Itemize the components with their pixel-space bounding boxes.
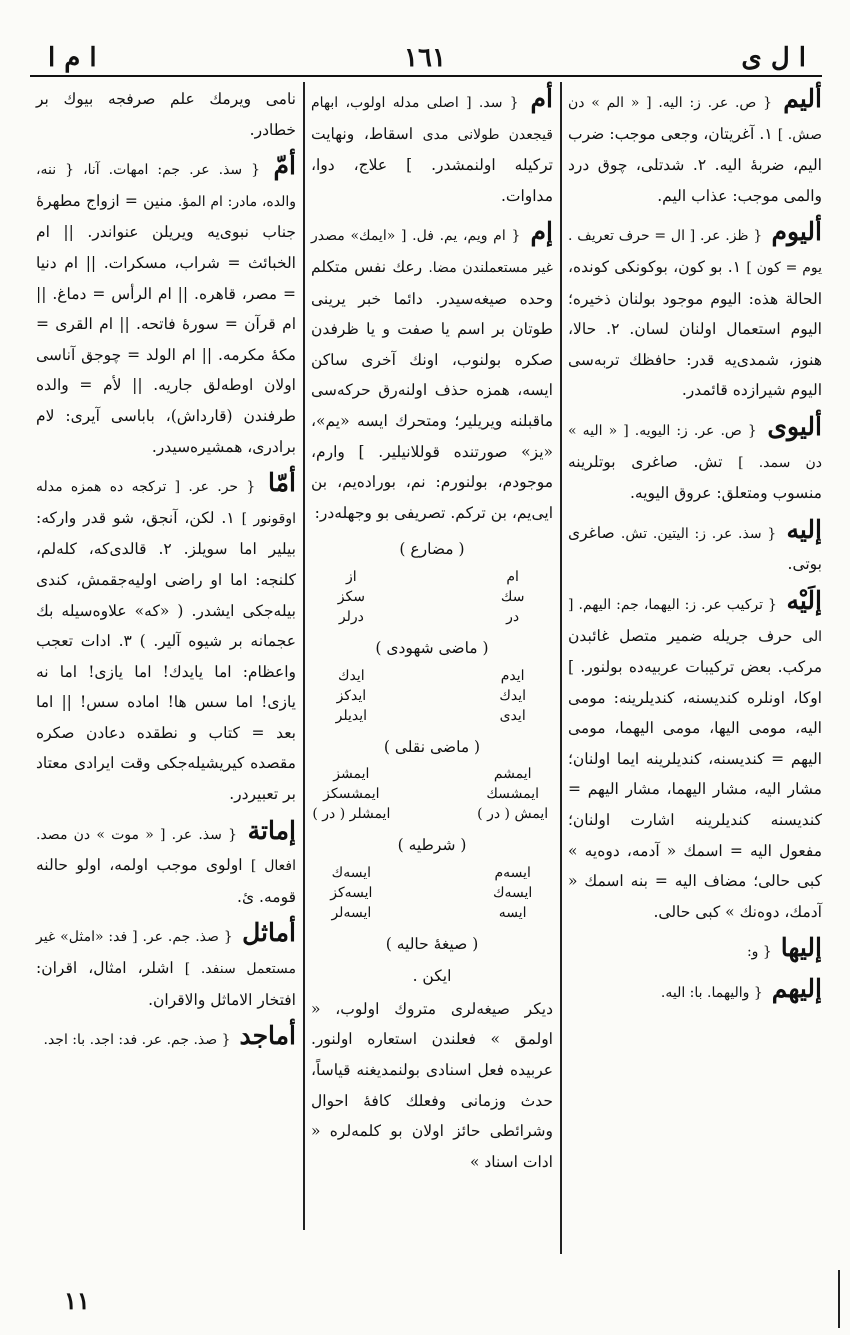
dictionary-entry — [568, 412, 822, 509]
column-divider-right — [560, 82, 562, 1254]
conj-cell: ام — [506, 568, 519, 585]
grammar-note: { سذ. عر. جم: امهات. آنا، { ننه، والده، مادر: ام المؤ. — [36, 162, 296, 210]
headword: أليوم — [771, 217, 822, 247]
table-row — [311, 764, 553, 784]
conj-cell: ایسەم — [494, 864, 531, 881]
dictionary-entry — [568, 586, 822, 928]
headword: أمّ — [273, 151, 296, 181]
column-right — [568, 84, 822, 1015]
definition: تش. صاغری بوتلرینه منسوب ومتعلق: عروق الیویه. — [568, 452, 822, 503]
dictionary-entry — [36, 816, 296, 913]
left-guide-word: ا م ا — [48, 43, 97, 73]
headword: أليوى — [767, 411, 822, 441]
table-row — [311, 903, 553, 923]
grammar-note: { حر. عر. [ ترکجه ده همزه مدله اوقونور ] — [36, 479, 296, 527]
conjugation-title: ( ماضی نقلی ) — [383, 737, 481, 756]
table-row — [311, 804, 553, 824]
grammar-note: { سذ. عر. [ « موت » دن مصد. افعال ] — [36, 826, 296, 875]
table-row — [311, 587, 553, 607]
headword: أماثل — [242, 918, 296, 948]
conj-cell: ایمشلر ( در ) — [312, 806, 391, 823]
grammar-note: { سد. [ اصلی مدله اولوب، ابهام قیجعدن طولانی مدی — [311, 95, 553, 143]
conj-cell: ایدك — [499, 687, 527, 704]
conjugation-title: ( مضارع ) — [399, 540, 465, 559]
grammar-note: { صذ. جم. عر. [ فد: «امثل» غیر مستعمل سنفد. ] — [36, 929, 296, 978]
conj-cell: ایمشم — [493, 766, 532, 783]
headword: إليهم — [771, 974, 822, 1004]
conj-cell: ایمشسك — [486, 786, 539, 803]
grammar-note: { صذ. جم. عر. فد: اجد. با: اجد. — [43, 1032, 231, 1049]
dictionary-entry — [568, 974, 822, 1009]
column-left — [36, 84, 296, 1062]
definition: دیکر صیغه‌لری متروك اولوب، « اولمق » فعلندن استعاره اولنور. عربیده فعل اسنادی بولنمدیغنه قیاساً، حدث وزمانی وفعلك کافهٔ احوال وشرائطی حائز اولان بو کلمه‌لره « ادات اسناد » — [311, 999, 553, 1171]
conj-cell: ایدکز — [336, 687, 367, 704]
dictionary-entry — [568, 515, 822, 580]
grammar-note: { سذ. عر. ز: الیتین. تش. — [620, 525, 777, 542]
conj-cell: ایمش ( در ) — [477, 806, 549, 823]
signature-mark: ١١ — [64, 1286, 90, 1315]
conjugation-table — [311, 567, 553, 627]
definition: حرف جریله ضمیر متصل غائبدن مرکب. بعض ترکیبات عربیه‌ده بولنور. ] اوکا، اونلره کندیسنه، کندیلرینه: مومی الیه، مومی الیها، مومی الیهما، مومی الیهم = کندیسنه، کندیلرینه ایما اولنان؛ مشار الیه، مشار الیهما، مشار الیهم = کندیسنه کندیلرینه اشارت اولنان؛ مفعول الیه = اسمك « آدمه، دوه‌یه » کبی حالی؛ مضاف الیه = بنه اسمك « آدمك، دوه‌نك » کبی حالی. — [568, 626, 822, 921]
dictionary-entry — [568, 217, 822, 406]
conjugation-title: ( ماضی شهودی ) — [375, 638, 489, 657]
definition: اسقاط، ونهایت ترکیله اولنمشدر. ] علاج، دوا، مداوات. — [311, 124, 553, 205]
dictionary-entry — [568, 933, 822, 968]
conj-cell: درلر — [338, 608, 364, 625]
grammar-note: { و: — [746, 944, 772, 961]
conj-cell: ایدم — [500, 667, 525, 684]
right-guide-word: ا ل ى — [741, 43, 806, 73]
table-row — [311, 784, 553, 804]
table-row — [311, 863, 553, 883]
conj-cell: ایسەکز — [330, 884, 373, 901]
headword: أماجد — [239, 1021, 296, 1051]
conj-cell: ایمشسکز — [323, 786, 380, 803]
definition: اولوی موجب اولمه، اولو حالنه قومه. ئ. — [36, 856, 296, 906]
definition: صاغری بوتی. — [568, 523, 822, 574]
page-number: ١٦١ — [404, 43, 446, 73]
header-rule — [30, 75, 822, 77]
dictionary-entry — [36, 918, 296, 1015]
conj-cell: ایسەلر — [331, 904, 372, 921]
definition: منین = ازواج مطهرهٔ جناب نبوی‌یه ویریلن عنواندر. || ام الخبائث = شراب، مسکرات. || ام دنیا = مصر، قاهره. || ام الرأس = دماغ. || ام قرآن = سورهٔ فاتحه. || ام القری = مکهٔ مکرمه. || ام الولد = چوجق آناسی اولان اوطه‌لق جاریه. || لأم = والده طرفندن (قارداش)، باباسی آیری: لام برادری، همشیره‌سیدر. — [36, 191, 296, 456]
headword: أليم — [783, 84, 822, 113]
dictionary-entry — [311, 84, 553, 211]
headword: إم — [530, 217, 553, 247]
column-divider-left — [303, 82, 305, 1230]
margin-line — [838, 1270, 840, 1328]
table-row — [311, 567, 553, 587]
column-middle — [311, 84, 553, 1177]
conj-cell: سکز — [337, 588, 365, 605]
grammar-note: { ص. عر. ز: الیه. [ « الم » دن صش. ] — [568, 95, 822, 143]
conjugation-table — [311, 764, 553, 824]
conj-cell: ایسەك — [331, 864, 371, 881]
conjugation-table — [311, 666, 553, 726]
dictionary-entry — [568, 84, 822, 211]
dictionary-entry — [36, 151, 296, 462]
dictionary-entry — [36, 468, 296, 810]
table-row — [311, 706, 553, 726]
conjugation-title: ( صیغهٔ حالیه ) — [385, 934, 479, 953]
definition: ١. بو کون، بوکونکی کونده، الحالة هذه: الیوم موجود بولنان ذخیره؛ الیوم استعمال اولنان لسان. ٢. حالا، هنوز، شمدی‌یه قدر: حافظك تربه‌سی الیوم شیرازده قائمدر. — [568, 257, 822, 400]
conjugation-table — [311, 863, 553, 923]
headword: إلَيْه — [786, 585, 822, 615]
page-header — [30, 40, 822, 76]
headword: أم — [530, 84, 553, 113]
grammar-note: { ترکیب عر. ز: الیهما، جم: الیهم. [ الی — [568, 596, 822, 645]
table-row — [311, 686, 553, 706]
continued-text: نامی ویرمك علم صرفجه بیوك بر خطادر. — [36, 90, 296, 139]
conj-cell: ایسه — [498, 904, 527, 921]
conj-cell: ایسەك — [493, 884, 533, 901]
definition: ١. آغریتان، وجعی موجب: ضرب الیم، ضربهٔ الیه. ٢. شدتلی، چوق درد والمی موجب: عذاب الیم. — [568, 124, 822, 205]
conj-cell: در — [506, 608, 520, 625]
conjugation-title: ( شرطیه ) — [397, 836, 467, 855]
dictionary-entry — [36, 1021, 296, 1056]
grammar-note: { والیهما. با: الیه. — [660, 985, 763, 1002]
conj-cell: از — [346, 568, 357, 585]
dictionary-entry — [311, 217, 553, 528]
definition: ١. لکن، آنجق، شو قدر وارکه: بیلیر اما سویلز. ٢. قالدی‌که، کلەلم، کلنجه: اما او راضی اولیه‌جقمش، کندی بیله‌جکی ایشدر. ( «که» علاوه‌سیله بك عجمانه بر شیوه آلیر. ) ٣. ادات تعجب واعظام: اما یایدك! اما یازی! اما نه یازی! اما سس ها! امادە سس! || اما بعد = کتاب و نطقده دعادن صکره مقصده کیریشیله‌جکی وقت ایرادی معتاد بر تعبیردر. — [36, 508, 296, 804]
headword: إليه — [786, 514, 822, 544]
conjugation-form: ایکن . — [412, 967, 452, 986]
headword: أمّا — [268, 468, 296, 498]
definition: رعك نفس متکلم وحده صیغه‌سیدر. دائما خبر یرینی طوتان بر اسم یا صفت و یا ظرفدن صکره بولنوب، اونك آخری ساکن ایسه، همزه حذف اولنه‌رق حرکه‌سی ماقبلنه ویریلیر؛ ومتحرك ایسه «یم»، «یز» صورتنده قوللانیلیر. ] وارم، موجودم، بولنورم: نم، بورادەیم، بن ایی‌یم، بن ترکم. تصریفی بو وجهله‌در: — [311, 257, 553, 522]
table-row — [311, 883, 553, 903]
table-row — [311, 666, 553, 686]
conj-cell: سك — [500, 588, 525, 605]
conj-cell: ایمشز — [333, 766, 370, 783]
definition: اشلر، امثال، اقران: افتخار الاماثل والاقران. — [36, 959, 296, 1009]
headword: إماتة — [247, 815, 296, 845]
grammar-note: { ظز. عر. [ ال = حرف تعریف . یوم = کون ] — [568, 228, 822, 276]
conj-cell: ایدی — [499, 707, 526, 724]
table-row — [311, 607, 553, 627]
conj-cell: ایدیلر — [335, 707, 368, 724]
grammar-note: { ص. عر. ز: الیویه. [ « الیه » دن سمد. ] — [568, 422, 822, 471]
grammar-note: { ام ویم، یم. فل. [ «ایمك» مصدر غیر مستعملندن مضا. — [311, 228, 553, 276]
conj-cell: ایدك — [338, 667, 365, 684]
headword: إليها — [780, 933, 822, 963]
